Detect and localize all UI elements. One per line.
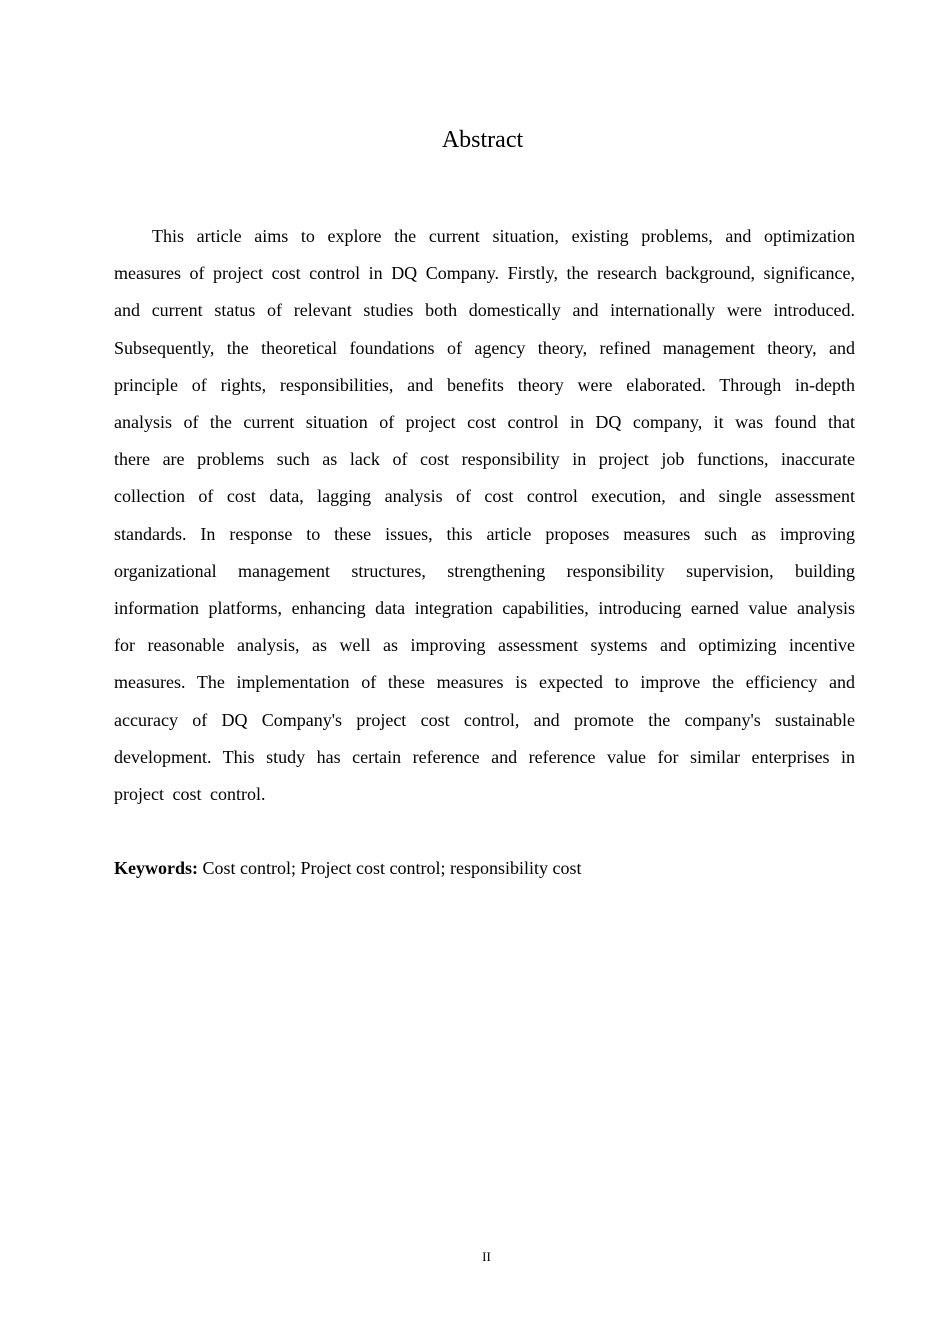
keywords-value: Cost control; Project cost control; responsibility cost [202,858,582,878]
abstract-paragraph: This article aims to explore the current situation, existing problems, and optimization measures of project cost control in DQ Company. Firstly, the research background, significance, and current status of relevant studies both domestically and internationally were introduced. Subsequently, the theoretical foundations of agency theory, refined management theory, and principle of rights, responsibilities, and benefits theory were elaborated. Through in-depth analysis of the current situation of project cost control in DQ company, it was found that there are problems such as lack of cost responsibility in project job functions, inaccurate collection of cost data, lagging analysis of cost control execution, and single assessment standards. In response to these issues, this article proposes measures such as improving organizational management structures, strengthening responsibility supervision, building information platforms, enhancing data integration capabilities, introducing earned value analysis for reasonable analysis, as well as improving assessment systems and optimizing incentive measures. The implementation of these measures is expected to improve the efficiency and accuracy of DQ Company's project cost control, and promote the company's sustainable development. This study has certain reference and reference value for similar enterprises in project cost control. [114,226,855,805]
keywords-label: Keywords: [114,858,198,878]
keywords-line [114,853,855,883]
page-number: II [482,1249,491,1264]
page-title: Abstract [441,127,524,153]
